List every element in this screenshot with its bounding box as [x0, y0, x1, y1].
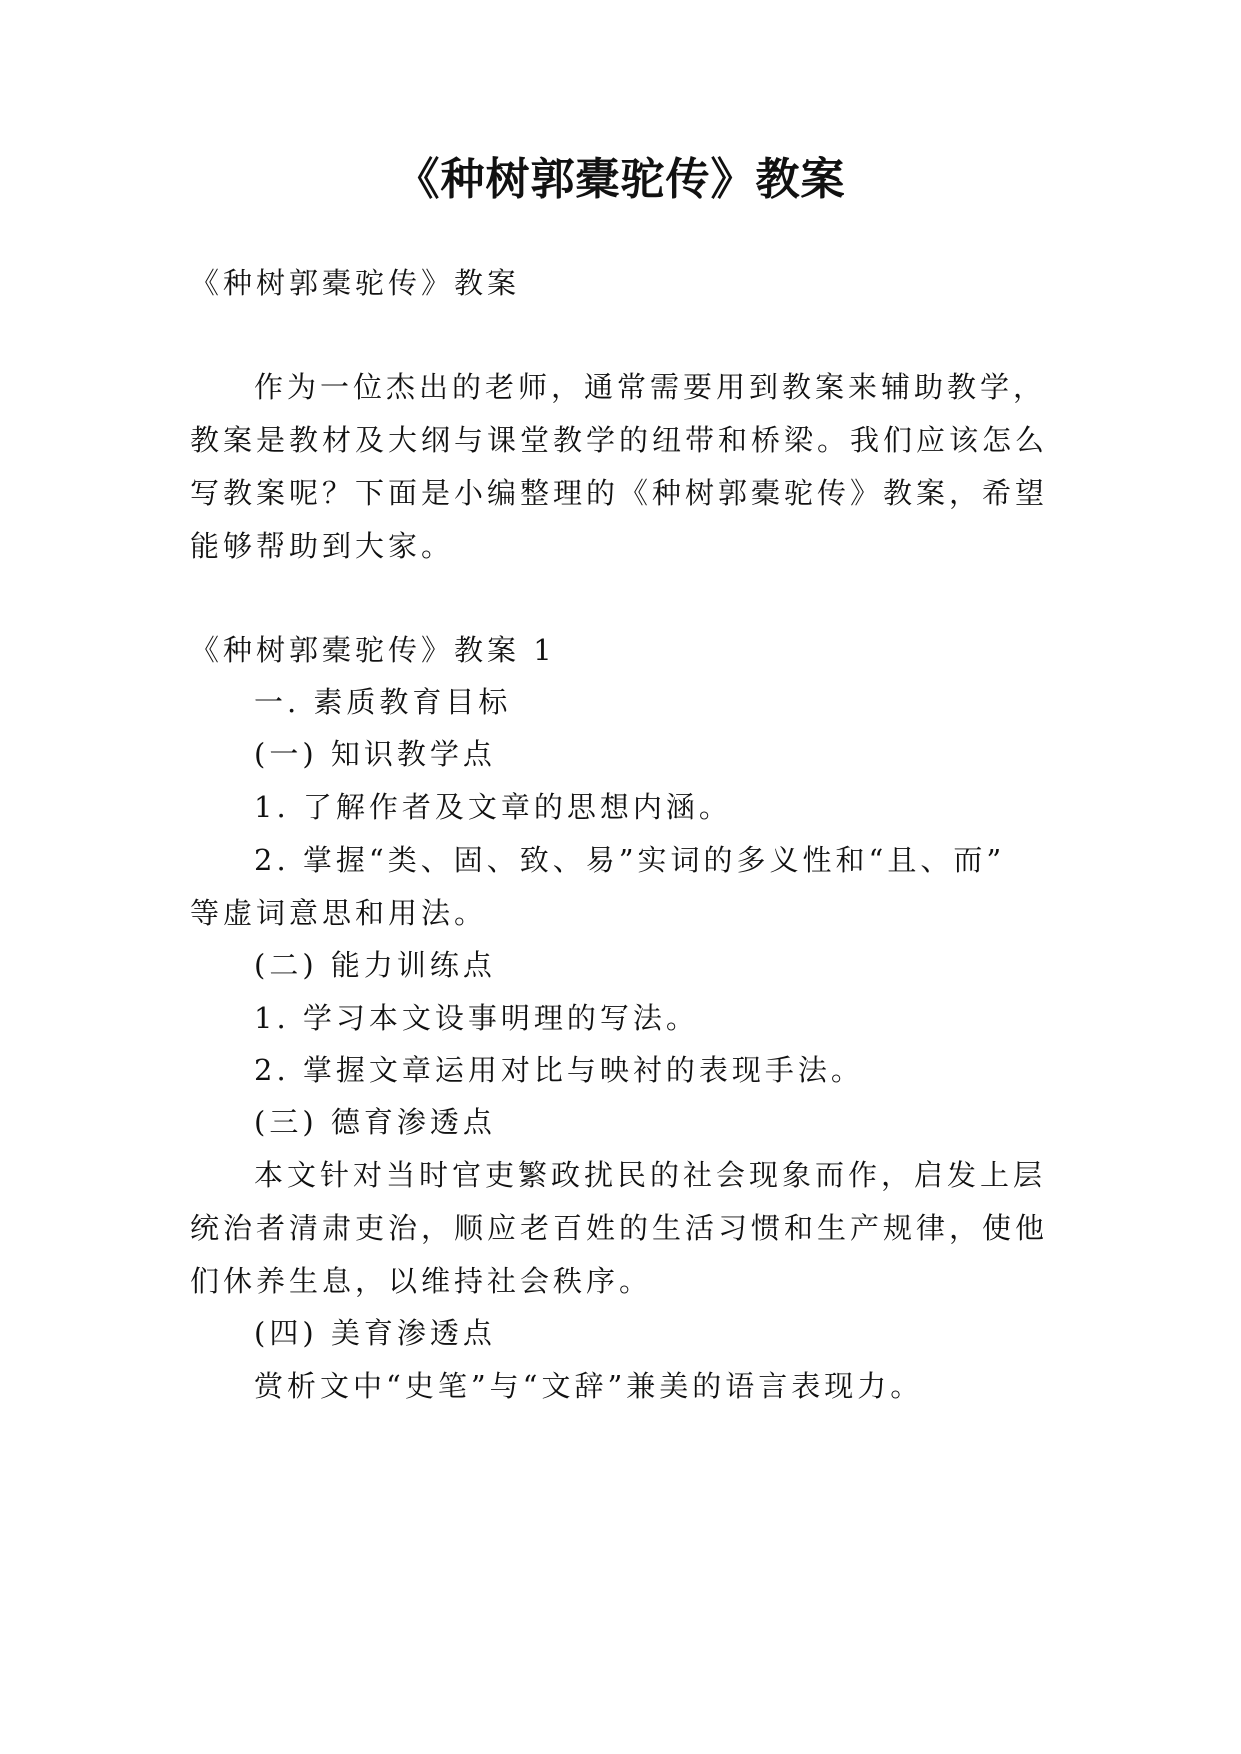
- ability-heading: (二) 能力训练点: [254, 948, 496, 982]
- moral-text-line-1: 本文针对当时官吏繁政扰民的社会现象而作，启发上层: [254, 1158, 1047, 1192]
- moral-text-line-3: 们休养生息，以维持社会秩序。: [190, 1264, 653, 1298]
- aesthetic-heading: (四) 美育渗透点: [254, 1316, 496, 1350]
- intro-line-2: 教案是教材及大纲与课堂教学的纽带和桥梁。我们应该怎么: [190, 423, 1049, 457]
- knowledge-item-1: 1. 了解作者及文章的思想内涵。: [254, 790, 732, 824]
- intro-line-1: 作为一位杰出的老师，通常需要用到教案来辅助教学，: [254, 370, 1047, 404]
- document-subtitle: 《种树郭橐驼传》教案: [190, 266, 521, 300]
- goals-heading: 一. 素质教育目标: [254, 685, 512, 719]
- intro-line-4: 能够帮助到大家。: [190, 529, 455, 563]
- document-title: 《种树郭橐驼传》教案: [395, 154, 846, 205]
- section-heading: 《种树郭橐驼传》教案 1: [190, 633, 556, 667]
- knowledge-item-2-line-2: 等虚词意思和用法。: [190, 896, 488, 930]
- knowledge-heading: (一) 知识教学点: [254, 737, 496, 771]
- knowledge-item-2-line-1: 2. 掌握“类、固、致、易”实词的多义性和“且、而”: [254, 843, 1006, 877]
- ability-item-1: 1. 学习本文设事明理的写法。: [254, 1001, 699, 1035]
- ability-item-2: 2. 掌握文章运用对比与映衬的表现手法。: [254, 1053, 864, 1087]
- aesthetic-text: 赏析文中“史笔”与“文辞”兼美的语言表现力。: [254, 1369, 924, 1403]
- intro-line-3: 写教案呢？下面是小编整理的《种树郭橐驼传》教案，希望: [190, 476, 1049, 510]
- moral-text-line-2: 统治者清肃吏治，顺应老百姓的生活习惯和生产规律，使他: [190, 1211, 1049, 1245]
- moral-heading: (三) 德育渗透点: [254, 1105, 496, 1139]
